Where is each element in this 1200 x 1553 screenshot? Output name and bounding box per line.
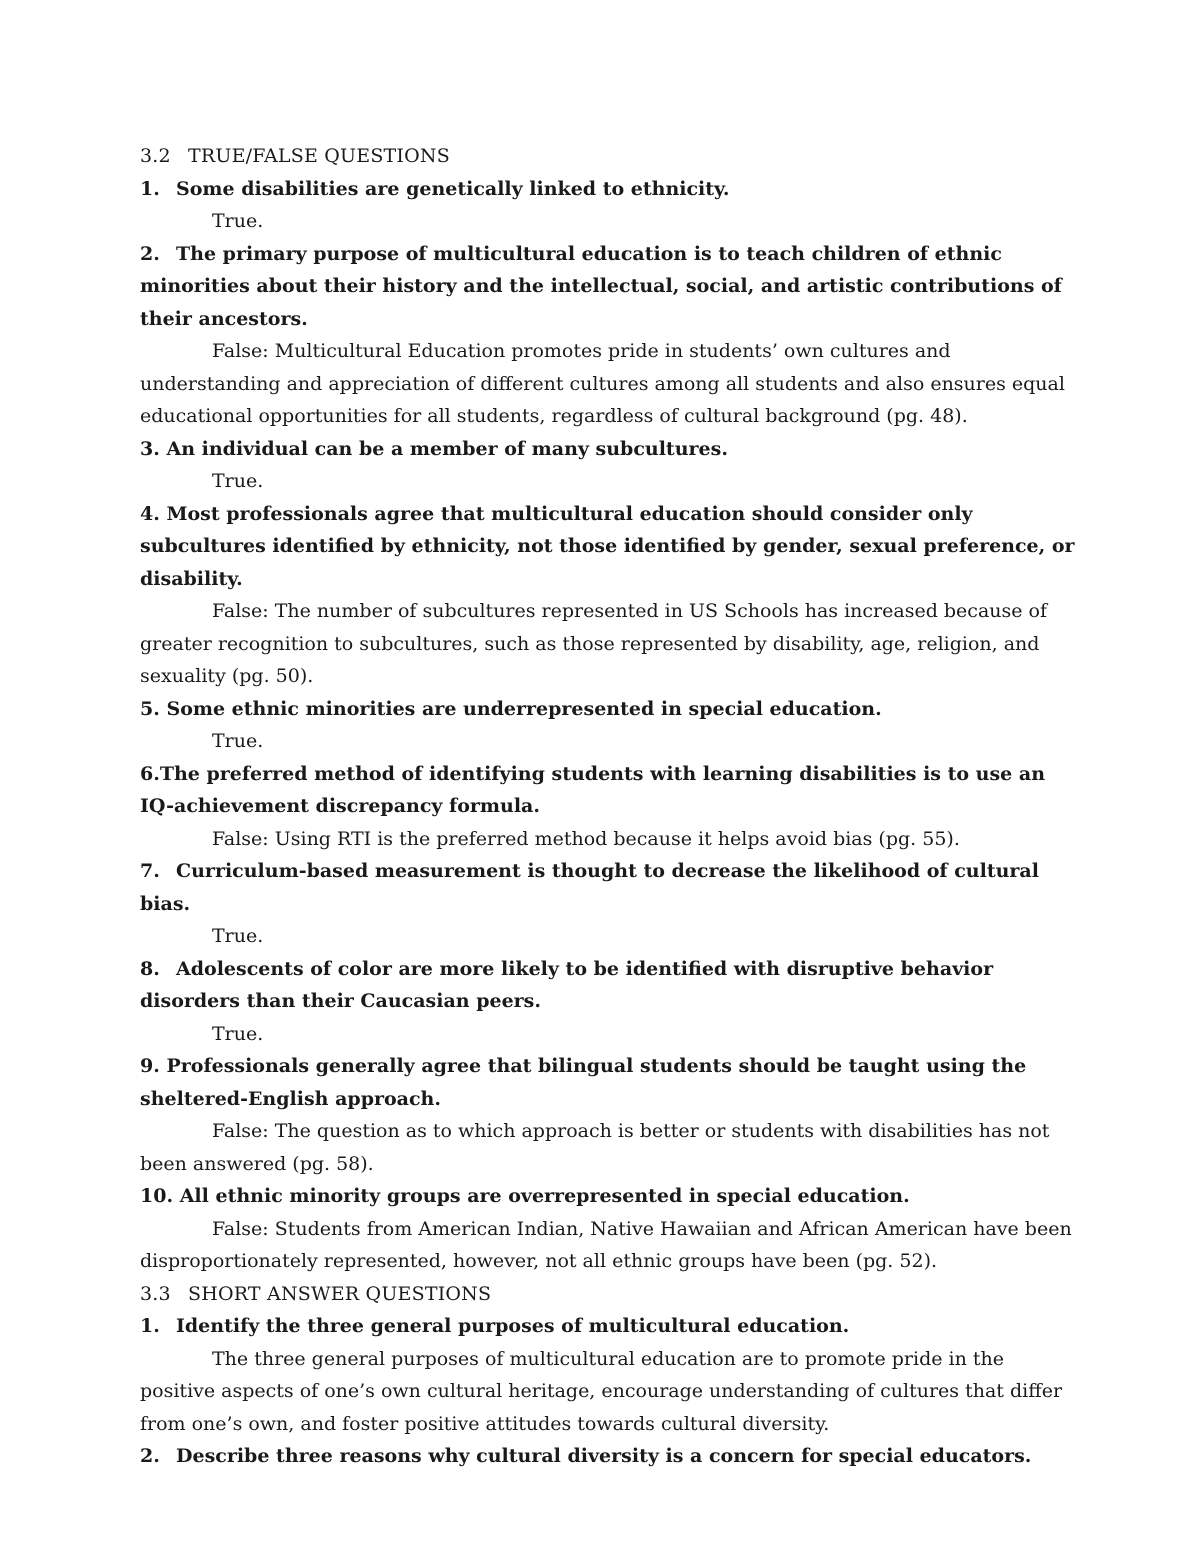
question-text: Most professionals agree that multicultural education should consider only subcultures identified by ethnicity, not those identified by gender, sexual preference, or disability. bbox=[140, 502, 1075, 590]
tf-answer: False: Multicultural Education promotes pride in students’ own cultures and understanding and appreciation of different cultures among all students and also ensures equal educational opportunities for all students, regardless of cultural background (pg. 48). bbox=[140, 340, 1065, 427]
question-number: 3. bbox=[140, 437, 160, 460]
question-number: 1. bbox=[140, 177, 160, 200]
question-number: 9. bbox=[140, 1055, 160, 1077]
tf-question bbox=[140, 1180, 1080, 1213]
question-text: Adolescents of color are more likely to be identified with disruptive behavior disorders than their Caucasian peers. bbox=[140, 957, 994, 1012]
question-text: The preferred method of identifying students with learning disabilities is to use an IQ-achievement discrepancy formula. bbox=[140, 762, 1046, 817]
question-number: 2. bbox=[140, 1445, 160, 1467]
sa-question bbox=[140, 1440, 1080, 1473]
question-text: An individual can be a member of many subcultures. bbox=[166, 437, 728, 460]
question-text: Some disabilities are genetically linked to ethnicity. bbox=[176, 177, 730, 200]
question-text: Identify the three general purposes of multicultural education. bbox=[176, 1315, 850, 1337]
question-number: 7. bbox=[140, 860, 160, 882]
question-number: 5. bbox=[140, 697, 160, 720]
question-number: 1. bbox=[140, 1315, 160, 1337]
question-text: All ethnic minority groups are overrepresented in special education. bbox=[179, 1185, 910, 1207]
tf-answer: True. bbox=[212, 730, 264, 752]
section-number: 3.3 bbox=[140, 1282, 171, 1305]
section-title: SHORT ANSWER QUESTIONS bbox=[188, 1282, 492, 1305]
question-text: Professionals generally agree that bilingual students should be taught using the sheltered-English approach. bbox=[140, 1055, 1027, 1110]
tf-question bbox=[140, 173, 1080, 206]
question-number: 6. bbox=[140, 762, 160, 785]
section-heading-true-false bbox=[140, 140, 1080, 173]
tf-answer: True. bbox=[212, 925, 264, 947]
tf-answer: True. bbox=[212, 210, 264, 232]
section-title: TRUE/FALSE QUESTIONS bbox=[188, 145, 450, 167]
question-text: Describe three reasons why cultural diversity is a concern for special educators. bbox=[176, 1445, 1032, 1467]
question-number: 8. bbox=[140, 957, 160, 980]
tf-answer: False: Students from American Indian, Native Hawaiian and African American have been disproportionately represented, however, not all ethnic groups have been (pg. 52). bbox=[140, 1217, 1072, 1272]
question-text: Some ethnic minorities are underrepresented in special education. bbox=[166, 697, 882, 720]
tf-question bbox=[140, 758, 1080, 823]
tf-question bbox=[140, 498, 1080, 596]
section-heading-short-answer bbox=[140, 1278, 1080, 1311]
question-number: 10. bbox=[140, 1185, 174, 1207]
tf-question bbox=[140, 693, 1080, 726]
tf-answer: False: Using RTI is the preferred method because it helps avoid bias (pg. 55). bbox=[212, 827, 960, 850]
tf-answer: False: The number of subcultures represented in US Schools has increased because of greater recognition to subcultures, such as those represented by disability, age, religion, and sexuality (pg. 50). bbox=[140, 600, 1048, 687]
tf-question bbox=[140, 855, 1080, 920]
sa-answer: The three general purposes of multicultural education are to promote pride in the positive aspects of one’s own cultural heritage, encourage understanding of cultures that differ from one’s own, and foster positive attitudes towards cultural diversity. bbox=[140, 1347, 1063, 1435]
tf-answer: True. bbox=[212, 1022, 264, 1045]
question-number: 4. bbox=[140, 502, 160, 525]
tf-question bbox=[140, 238, 1080, 336]
sa-question bbox=[140, 1310, 1080, 1343]
tf-answer: True. bbox=[212, 470, 264, 492]
question-text: The primary purpose of multicultural education is to teach children of ethnic minorities about their history and the intellectual, social, and artistic contributions of their ancestors. bbox=[140, 242, 1062, 330]
document-page bbox=[140, 140, 1080, 1473]
question-number: 2. bbox=[140, 242, 160, 265]
question-text: Curriculum-based measurement is thought to decrease the likelihood of cultural bias. bbox=[140, 860, 1039, 915]
tf-question bbox=[140, 953, 1080, 1018]
tf-question bbox=[140, 433, 1080, 466]
tf-answer: False: The question as to which approach is better or students with disabilities has not been answered (pg. 58). bbox=[140, 1120, 1050, 1175]
section-number: 3.2 bbox=[140, 145, 171, 167]
tf-question bbox=[140, 1050, 1080, 1115]
